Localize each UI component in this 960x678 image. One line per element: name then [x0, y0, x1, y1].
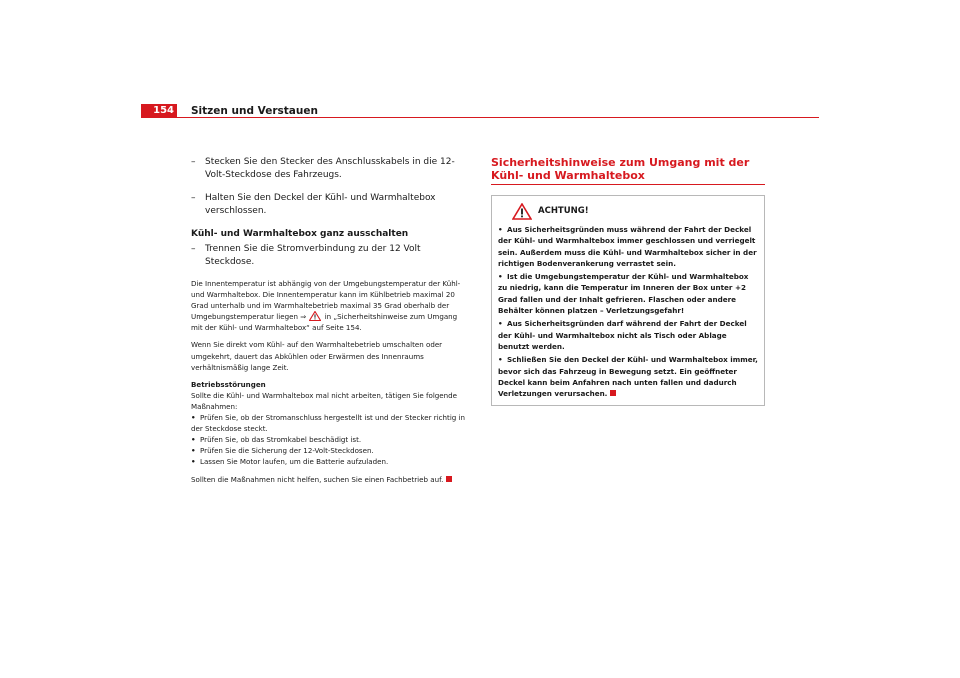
dash-marker: –	[191, 244, 196, 254]
section-title: Sicherheitshinweise zum Umgang mit der Kühl- und Warmhaltebox	[491, 156, 750, 182]
step-text: Halten Sie den Deckel der Kühl- und Warmhaltebox verschlossen.	[205, 193, 436, 216]
section-rule	[491, 184, 765, 185]
step-item	[191, 192, 467, 218]
list-item	[191, 412, 467, 434]
dash-marker: –	[191, 157, 196, 167]
closing-paragraph	[191, 474, 467, 485]
header-rule	[177, 117, 819, 118]
warning-item-text: Aus Sicherheitsgründen muss während der Fahrt der Deckel der Kühl- und Warmhaltebox immer geschlossen und verriegelt sein. Außerdem muss die Kühl- und Warmhaltebox sicher in der richtigen Bodenverankerung verrastet sein.	[498, 225, 757, 268]
step-text: Stecken Sie den Stecker des Anschlusskabels in die 12-Volt-Steckdose des Fahrzeugs.	[205, 157, 455, 180]
list-item-text: Prüfen Sie, ob das Stromkabel beschädigt ist.	[200, 435, 362, 445]
warning-triangle-icon	[512, 203, 532, 220]
warning-item-text: Schließen Sie den Deckel der Kühl- und Warmhaltebox immer, bevor sich das Fahrzeug in Bewegung setzt. Ein geöffneter Deckel kann beim Anfahren nach unten fallen und dadurch Verletzungen verursachen.	[498, 355, 758, 399]
warning-item	[498, 224, 758, 269]
list-item-text: Prüfen Sie, ob der Stromanschluss hergestellt ist und der Stecker richtig in der Steckdose steckt.	[191, 413, 466, 434]
warning-item-text: Aus Sicherheitsgründen darf während der Fahrt der Deckel der Kühl- und Warmhaltebox nicht als Tisch oder Ablage benutzt werden.	[498, 319, 747, 351]
step-text: Trennen Sie die Stromverbindung zu der 12 Volt Steckdose.	[205, 244, 421, 267]
warning-label: ACHTUNG!	[538, 206, 589, 216]
bullet-icon: •	[191, 446, 196, 456]
bullet-icon: •	[191, 413, 196, 423]
page-number: 154	[141, 104, 177, 118]
warning-box	[491, 195, 765, 406]
subheading-faults: Betriebsstörungen	[191, 379, 266, 389]
warning-item-text: Ist die Umgebungstemperatur der Kühl- und Warmhaltebox zu niedrig, kann die Temperatur im Inneren der Box unter +2 Grad fallen und der Inhalt gefrieren. Flaschen oder andere Behälter können platzen – Verletzungsgefahr!	[498, 272, 749, 316]
left-column	[191, 156, 467, 485]
temperature-text: Die Innentemperatur ist abhängig von der Umgebungstemperatur der Kühl- und Warmhaltebox. Die Innentemperatur kann im Kühlbetrieb maximal 20 Grad unterhalb und im Warmhaltebetrieb maximal 35 Grad oberhalb der Umgebungstemperatur liegen ⇒	[191, 279, 461, 322]
dash-marker: –	[191, 193, 196, 203]
bullet-icon: •	[498, 355, 503, 365]
cross-reference-text[interactable]: in „Sicherheitshinweise zum Umgang mit der Kühl- und Warmhaltebox“ auf Seite 154.	[191, 312, 458, 333]
warning-triangle-icon	[309, 311, 321, 321]
list-item-text: Prüfen Sie die Sicherung der 12-Volt-Steckdosen.	[200, 446, 374, 456]
list-item	[191, 445, 467, 456]
warning-item	[498, 318, 758, 352]
bullet-icon: •	[498, 225, 503, 234]
bullet-icon: •	[191, 457, 196, 467]
bullet-icon: •	[498, 319, 503, 329]
list-item	[191, 456, 467, 467]
temperature-paragraph	[191, 278, 467, 333]
switching-paragraph: Wenn Sie direkt vom Kühl- auf den Warmhaltebetrieb umschalten oder umgekehrt, dauert das Abkühlen oder Erwärmen des Innenraums verhältnismäßig lange Zeit.	[191, 340, 443, 372]
right-column	[491, 156, 765, 406]
list-item	[191, 434, 467, 445]
warning-item	[498, 354, 758, 399]
list-item-text: Lassen Sie Motor laufen, um die Batterie aufzuladen.	[200, 457, 389, 467]
bullet-icon: •	[191, 435, 196, 445]
warning-header	[498, 202, 758, 220]
faults-intro: Sollte die Kühl- und Warmhaltebox mal nicht arbeiten, tätigen Sie folgende Maßnahmen:	[191, 390, 458, 411]
warning-item	[498, 271, 758, 316]
running-header-title: Sitzen und Verstauen	[191, 105, 318, 117]
step-item	[191, 243, 467, 269]
bullet-icon: •	[498, 272, 503, 282]
closing-text: Sollten die Maßnahmen nicht helfen, suchen Sie einen Fachbetrieb auf.	[191, 474, 444, 484]
end-of-section-icon	[610, 390, 616, 396]
step-item	[191, 156, 467, 182]
subheading-switch-off: Kühl- und Warmhaltebox ganz ausschalten	[191, 229, 409, 239]
end-of-section-icon	[446, 476, 452, 482]
